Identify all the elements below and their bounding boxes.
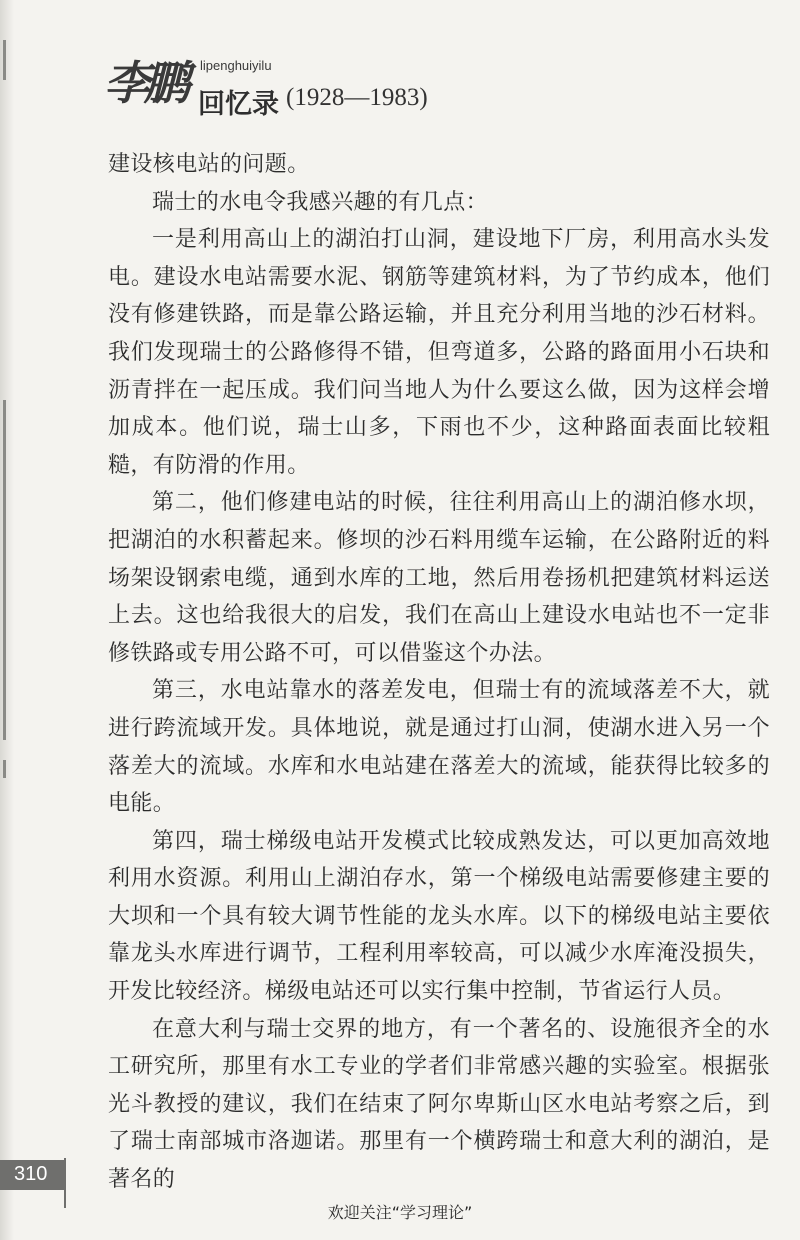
paragraph: 建设核电站的问题。 (108, 152, 310, 177)
page-number-tab (0, 1160, 64, 1190)
binding-mark (3, 760, 6, 778)
paragraph: 瑞士的水电令我感兴趣的有几点： (152, 189, 489, 215)
paragraph: 一是利用高山上的湖泊打山洞，建设地下厂房，利用高水头发电。建设水电站需要水泥、钢筋等建筑材料，为了节约成本，他们没有修建铁路，而是靠公路运输，并且充分利用当地的沙石材料。我们发现瑞士的公路修得不错，但弯道多，公路的路面用小石块和沥青拌在一起压成。我们问当地人为什么要这么做，因为这样会增加成本。他们说，瑞士山多，下雨也不少，这种路面表面比较粗糙，有防滑的作用。 (108, 227, 770, 478)
binding-mark (3, 400, 6, 740)
binding-mark (3, 40, 6, 80)
footer-note: 欢迎关注“学习理论” (327, 1203, 473, 1222)
header-pinyin: lipenghuiyilu (200, 58, 272, 73)
body-text (108, 146, 770, 1199)
book-years: (1928—1983) (286, 84, 428, 111)
page-binding-shadow (0, 0, 14, 1240)
paragraph: 在意大利与瑞士交界的地方，有一个著名的、设施很齐全的水工研究所，那里有水工专业的学者们非常感兴趣的实验室。根据张光斗教授的建议，我们在结束了阿尔卑斯山区水电站考察之后，到了瑞士南部城市洛迦诺。那里有一个横跨瑞士和意大利的湖泊，是著名的 (108, 1016, 770, 1193)
running-header (104, 48, 724, 128)
book-title: 回忆录 (198, 89, 279, 120)
page-number: 310 (14, 1163, 48, 1185)
paragraph: 第二，他们修建电站的时候，往往利用高山上的湖泊修水坝，把湖泊的水积蓄起来。修坝的沙石料用缆车运输，在公路附近的料场架设钢索电缆，通到水库的工地，然后用卷扬机把建筑材料运送上去。这也给我很大的启发，我们在高山上建设水电站也不一定非修铁路或专用公路不可，可以借鉴这个办法。 (108, 490, 770, 666)
paragraph: 第四，瑞士梯级电站开发模式比较成熟发达，可以更加高效地利用水资源。利用山上湖泊存水，第一个梯级电站需要修建主要的大坝和一个具有较大调节性能的龙头水库。以下的梯级电站主要依靠龙头水库进行调节，工程利用率较高，可以减少水库淹没损失，开发比较经济。梯级电站还可以实行集中控制，节省运行人员。 (108, 828, 770, 1005)
paragraph: 第三，水电站靠水的落差发电，但瑞士有的流域落差不大，就进行跨流域开发。具体地说，就是通过打山洞，使湖水进入另一个落差大的流域。水库和水电站建在落差大的流域，能获得比较多的电能。 (108, 678, 770, 817)
calligraphy-logo: 李鹏 (104, 56, 184, 110)
